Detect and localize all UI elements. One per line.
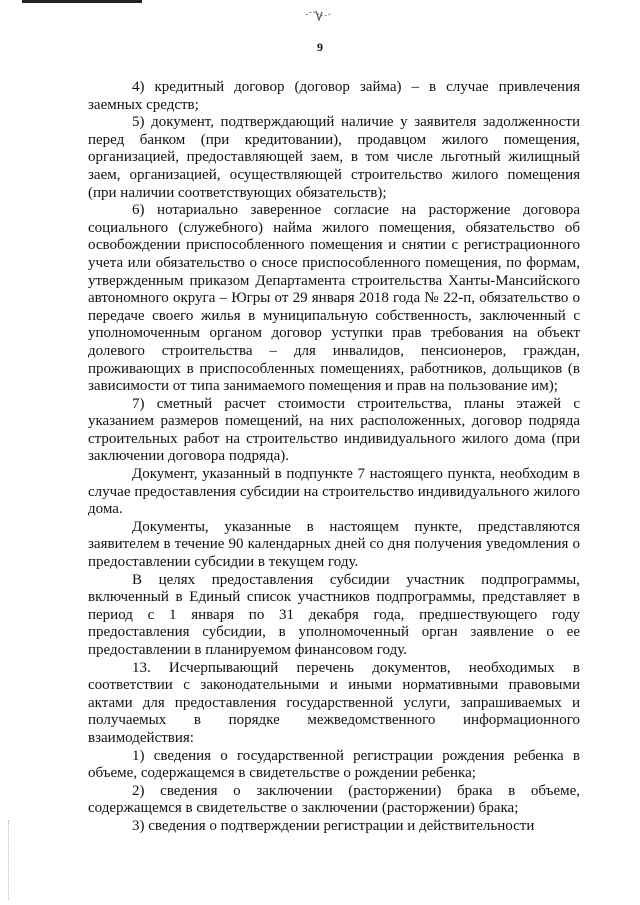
scan-margin-dots [8,820,11,900]
paragraph-13-item-2: 2) сведения о заключении (расторжении) брака в объеме, содержащемся в свидетельстве о заключении (расторжении) брака; [88,782,580,817]
stamp-mark-icon [304,8,334,22]
paragraph-section-13: 13. Исчерпывающий перечень документов, необходимых в соответствии с законодательными и иными нормативными правовыми актами для предоставления государственной услуги, запрашиваемых и получаемых в порядке межведомственного информационного взаимодействия: [88,659,580,746]
paragraph-item-7: 7) сметный расчет стоимости строительства, планы этажей с указанием размеров помещений, на них расположенных, договор подряда строительных работ на строительство индивидуального жилого дома (при заключении договора подряда). [88,395,580,465]
paragraph-item-6: 6) нотариально заверенное согласие на расторжение договора социального (служебного) найма жилого помещения, обязательство об освобождении приспособленного помещения и снятии с регистрационного учета или обязательство о сносе приспособленного помещения, по формам, утвержденным приказом Департамента строительства Ханты-Мансийского автономного округа – Югры от 29 января 2018 года № 22-п, обязательство о передаче своего жилья в муниципальную собственность, заключенный с уполномоченным органом договор уступки прав требования на объект долевого строительства – для инвалидов, пенсионеров, граждан, проживающих в приспособленных помещениях, работников, дольщиков (в зависимости от типа занимаемого помещения и прав на пользование им); [88,202,580,395]
top-rule [22,0,142,3]
paragraph-deadline: Документы, указанные в настоящем пункте, представляются заявителем в течение 90 календарных дней со дня получения уведомления о предоставлении субсидии в текущем году. [88,518,580,571]
document-body [88,79,580,836]
paragraph-13-item-3: 3) сведения о подтверждении регистрации и действительности [132,817,535,834]
paragraph-item-5: 5) документ, подтверждающий наличие у заявителя задолженности перед банком (при кредитовании), продавцом жилого помещения, организацией, предоставляющей заем, в том числе льготный жилищный заем, организацией, осуществляющей строительство жилого помещения (при наличии соответствующих обязательств); [88,114,580,201]
paragraph-subitem-7-note: Документ, указанный в подпункте 7 настоящего пункта, необходим в случае предоставления субсидии на строительство индивидуального жилого дома. [88,466,580,518]
paragraph-item-4: 4) кредитный договор (договор займа) – в случае привлечения заемных средств; [88,79,580,113]
paragraph-13-item-1: 1) сведения о государственной регистрации рождения ребенка в объеме, содержащемся в свидетельстве о рождении ребенка; [88,747,580,782]
paragraph-application-period: В целях предоставления субсидии участник подпрограммы, включенный в Единый список участников подпрограммы, представляет в период с 1 января по 31 декабря года, предшествующего году предоставления субсидии, в уполномоченный орган заявление о ее предоставлении в планируемом финансовом году. [88,571,580,658]
page-number: 9 [317,40,323,54]
